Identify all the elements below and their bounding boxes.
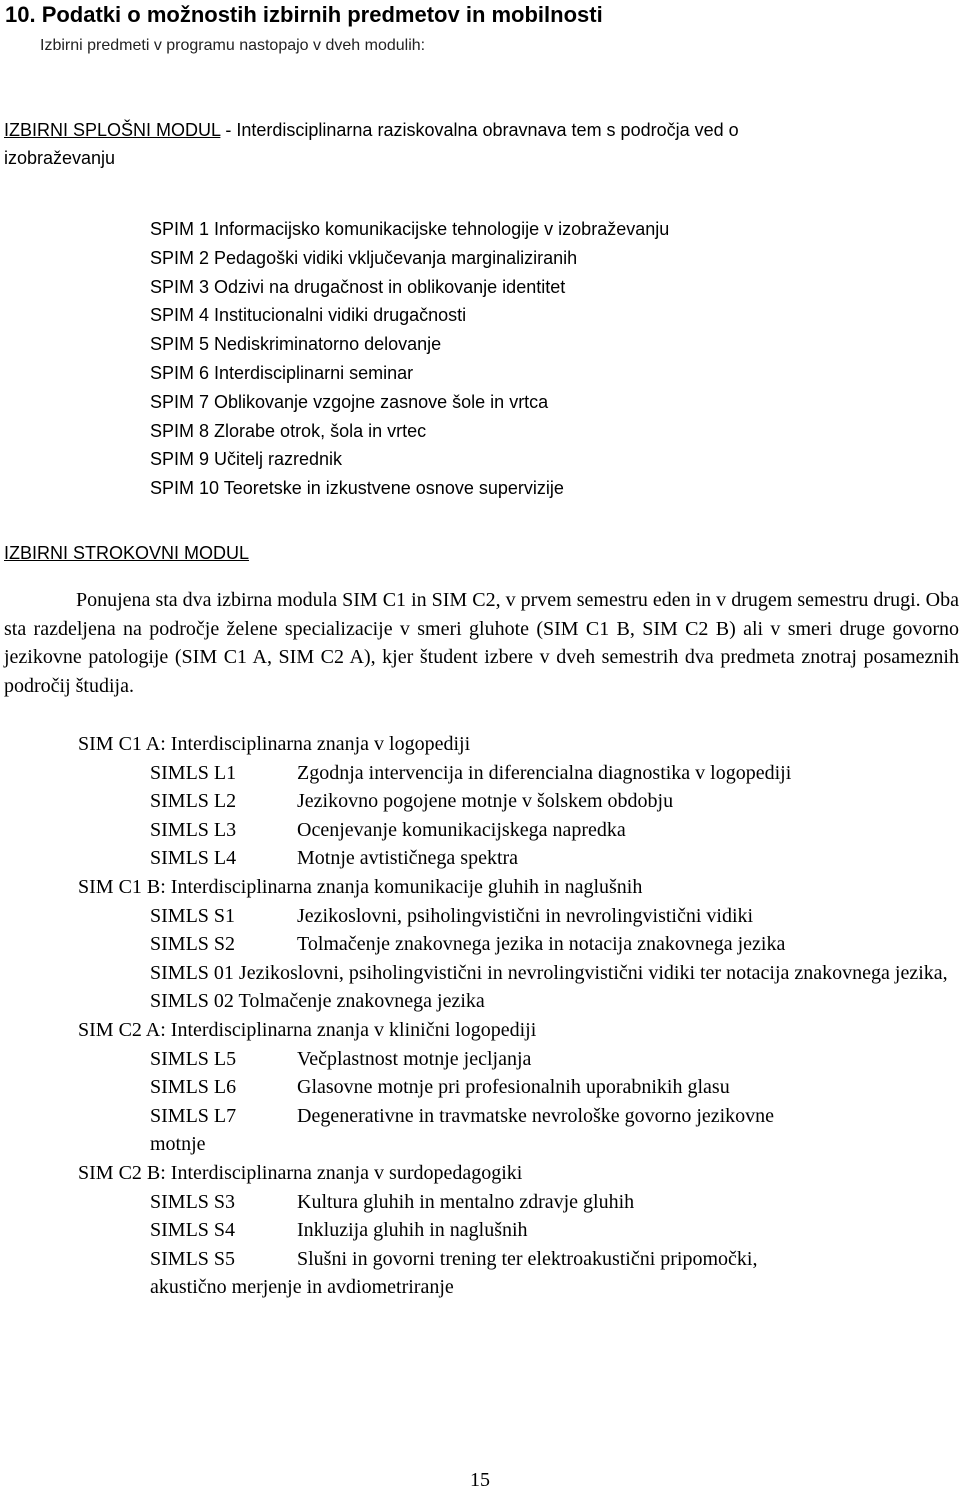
course-code: SIMLS S2	[150, 933, 236, 956]
intro-text: Izbirni predmeti v programu nastopajo v dveh modulih:	[40, 37, 426, 54]
paragraph-part1: Ponujena sta dva izbirna modula SIM C1 in SIM C2, v prvem semestru eden in v drugem semestru drugi.	[76, 589, 921, 611]
spim-list	[150, 215, 669, 503]
course-name: Tolmačenje znakovnega jezika in notacija znakovnega jezika	[297, 933, 786, 956]
course-name: Jezikoslovni, psiholingvistični in nevrolingvistični vidiki	[297, 904, 754, 927]
table-row	[0, 1073, 960, 1102]
general-module-title	[4, 116, 739, 172]
course-name: Slušni in govorni trening ter elektroakustični pripomočki,	[297, 1247, 758, 1270]
course-code: SIMLS L6	[150, 1076, 237, 1099]
professional-module-paragraph	[4, 586, 959, 700]
course-name: Glasovne motnje pri profesionalnih uporabnikih glasu	[297, 1076, 730, 1099]
table-row	[0, 816, 960, 845]
module-c2b-title: SIM C2 B: Interdisciplinarna znanja v surdopedagogiki	[78, 1161, 523, 1184]
course-code: SIMLS L3	[150, 818, 237, 841]
professional-module-title: IZBIRNI STROKOVNI MODUL	[4, 543, 250, 563]
table-row	[0, 902, 960, 931]
course-name: Zgodnja intervencija in diferencialna diagnostika v logopediji	[297, 761, 792, 784]
general-module-title-line2: izobraževanju	[4, 148, 116, 168]
course-code: SIMLS L5	[150, 1047, 237, 1070]
list-item: SPIM 3 Odzivi na drugačnost in oblikovanje identitet	[150, 276, 566, 297]
list-item: SPIM 9 Učitelj razrednik	[150, 449, 343, 470]
general-module-title-underlined: IZBIRNI SPLOŠNI MODUL	[4, 120, 221, 140]
module-c1b-title: SIM C1 B: Interdisciplinarna znanja komunikacije gluhih in naglušnih	[78, 875, 643, 898]
course-code: SIMLS L2	[150, 790, 237, 813]
table-row	[0, 844, 960, 873]
course-code: SIMLS S1	[150, 904, 236, 927]
course-name: Večplastnost motnje jecljanja	[297, 1047, 532, 1070]
page-number: 15	[470, 1469, 490, 1491]
course-name: Jezikovno pogojene motnje v šolskem obdobju	[297, 790, 674, 813]
table-row	[0, 1188, 960, 1217]
table-row	[0, 787, 960, 816]
table-row	[0, 1102, 960, 1131]
course-code: SIMLS S5	[150, 1247, 236, 1270]
course-name: Motnje avtističnega spektra	[297, 847, 519, 870]
course-code: SIMLS L7	[150, 1104, 237, 1127]
list-item: SPIM 8 Zlorabe otrok, šola in vrtec	[150, 420, 427, 441]
list-item: SPIM 5 Nediskriminatorno delovanje	[150, 334, 442, 355]
course-code: SIMLS L1	[150, 761, 237, 784]
table-row	[0, 1245, 960, 1274]
section-heading: 10. Podatki o možnostih izbirnih predmetov in mobilnosti	[5, 2, 603, 27]
course-code: SIMLS L4	[150, 847, 237, 870]
table-row	[0, 1216, 960, 1245]
list-item: SPIM 2 Pedagoški vidiki vključevanja marginaliziranih	[150, 247, 578, 268]
module-c1a-title: SIM C1 A: Interdisciplinarna znanja v logopediji	[78, 733, 471, 755]
paragraph-part2: Oba sta razdeljena na področje želene specializacije v smeri gluhote (SIM C1 B, SIM C2 B) ali v smeri druge govorno jezikovne patologije (SIM C1 A, SIM C2 A), kjer študent izbere v dveh semestrih dva predmeta znotraj posameznih področij študija.	[4, 589, 959, 697]
list-item: SPIM 1 Informacijsko komunikacijske tehnologije v izobraževanju	[150, 219, 670, 239]
course-name: Ocenjevanje komunikacijskega napredka	[297, 818, 626, 841]
module-list	[0, 730, 960, 1302]
course-code: SIMLS S4	[150, 1219, 236, 1242]
course-extra-2: SIMLS 02 Tolmačenje znakovnega jezika	[150, 990, 485, 1013]
course-name: Inkluzija gluhih in naglušnih	[297, 1219, 528, 1242]
course-extra-1: SIMLS 01 Jezikoslovni, psiholingvistični in nevrolingvistični vidiki ter notacija znakovnega jezika,	[150, 961, 948, 984]
list-item: SPIM 6 Interdisciplinarni seminar	[150, 362, 414, 383]
course-code: SIMLS S3	[150, 1190, 236, 1213]
table-row	[0, 759, 960, 788]
course-name: Degenerativne in travmatske nevrološke govorno jezikovne	[297, 1104, 775, 1127]
general-module-title-rest: - Interdisciplinarna raziskovalna obravnava tem s področja ved o	[220, 120, 739, 140]
course-continuation: akustično merjenje in avdiometriranje	[150, 1276, 454, 1299]
list-item: SPIM 7 Oblikovanje vzgojne zasnove šole in vrtca	[150, 391, 549, 412]
list-item: SPIM 10 Teoretske in izkustvene osnove supervizije	[150, 478, 564, 499]
course-name: Kultura gluhih in mentalno zdravje gluhih	[297, 1190, 635, 1213]
module-c2a-title: SIM C2 A: Interdisciplinarna znanja v klinični logopediji	[78, 1018, 537, 1041]
table-row	[0, 1045, 960, 1074]
list-item: SPIM 4 Institucionalni vidiki drugačnosti	[150, 305, 467, 326]
table-row	[0, 930, 960, 959]
course-continuation: motnje	[150, 1133, 206, 1156]
